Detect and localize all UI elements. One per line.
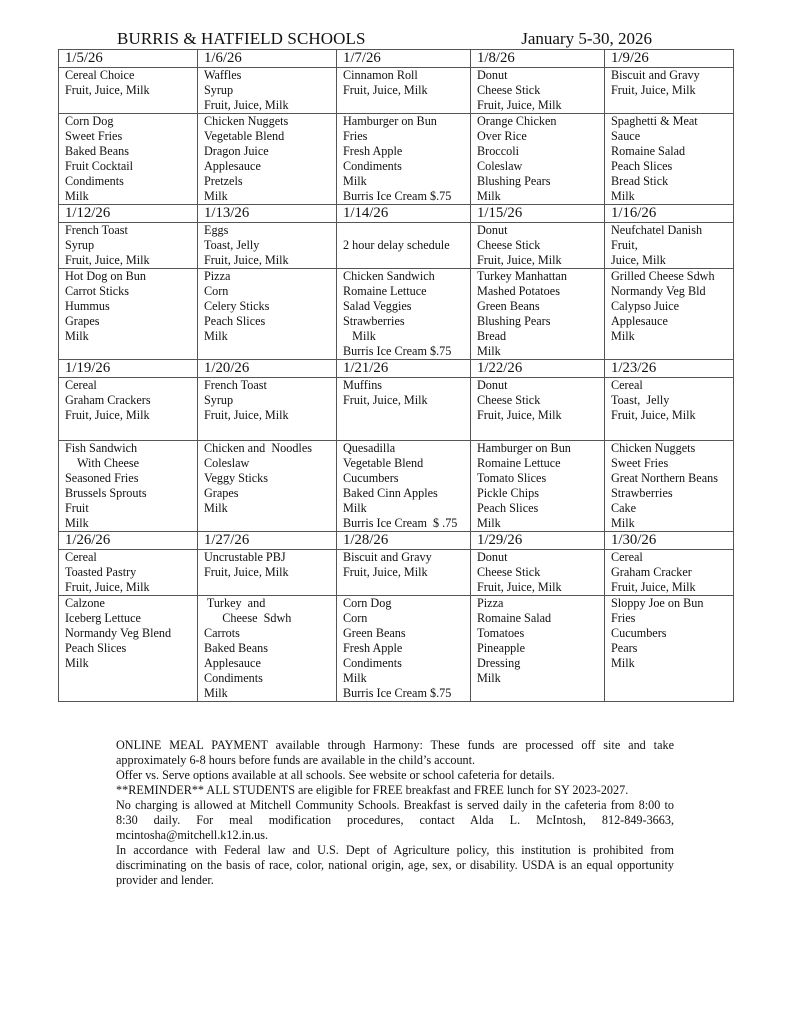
breakfast-cell: Muffins Fruit, Juice, Milk bbox=[337, 378, 471, 441]
lunch-cell: Turkey Manhattan Mashed Potatoes Green Beans Blushing Pears Bread Milk bbox=[471, 269, 605, 360]
reminder-note: **REMINDER** ALL STUDENTS are eligible for FREE breakfast and FREE lunch for SY 2023-2027. bbox=[116, 783, 629, 797]
date-row bbox=[59, 50, 734, 68]
notes-section bbox=[116, 738, 674, 888]
lunch-cell: Sloppy Joe on Bun Fries Cucumbers Pears Milk bbox=[605, 596, 734, 702]
breakfast-row bbox=[59, 550, 734, 596]
lunch-cell: Fish Sandwich With Cheese Seasoned Fries Brussels Sprouts Fruit Milk bbox=[59, 441, 198, 532]
page-header bbox=[117, 29, 652, 49]
lunch-row bbox=[59, 269, 734, 360]
breakfast-cell: Donut Cheese Stick Fruit, Juice, Milk bbox=[471, 550, 605, 596]
usda-note: In accordance with Federal law and U.S. Dept of Agriculture policy, this institution is prohibited from discriminating on the basis of race, color, national origin, age, sex, or disability. USDA is an equal opportunity provider and lender. bbox=[116, 843, 674, 887]
date-row bbox=[59, 360, 734, 378]
breakfast-cell: Neufchatel Danish Fruit, Juice, Milk bbox=[605, 223, 734, 269]
breakfast-cell: Cereal Graham Cracker Fruit, Juice, Milk bbox=[605, 550, 734, 596]
day-date: 1/12/26 bbox=[59, 205, 198, 223]
lunch-cell: Chicken and Noodles Coleslaw Veggy Sticks Grapes Milk bbox=[198, 441, 337, 532]
day-date: 1/21/26 bbox=[337, 360, 471, 378]
breakfast-row bbox=[59, 68, 734, 114]
schools-title: BURRIS & HATFIELD SCHOOLS bbox=[117, 29, 366, 48]
lunch-cell: Spaghetti & Meat Sauce Romaine Salad Peach Slices Bread Stick Milk bbox=[605, 114, 734, 205]
breakfast-cell: Donut Cheese Stick Fruit, Juice, Milk bbox=[471, 68, 605, 114]
breakfast-cell: Cinnamon Roll Fruit, Juice, Milk bbox=[337, 68, 471, 114]
day-date: 1/26/26 bbox=[59, 532, 198, 550]
lunch-cell: Hamburger on Bun Romaine Lettuce Tomato Slices Pickle Chips Peach Slices Milk bbox=[471, 441, 605, 532]
breakfast-cell: 2 hour delay schedule bbox=[337, 223, 471, 269]
lunch-cell: Chicken Sandwich Romaine Lettuce Salad Veggies Strawberries Milk Burris Ice Cream $.75 bbox=[337, 269, 471, 360]
date-row bbox=[59, 532, 734, 550]
breakfast-row bbox=[59, 223, 734, 269]
breakfast-cell: Biscuit and Gravy Fruit, Juice, Milk bbox=[337, 550, 471, 596]
day-date: 1/8/26 bbox=[471, 50, 605, 68]
day-date: 1/28/26 bbox=[337, 532, 471, 550]
breakfast-cell: Cereal Graham Crackers Fruit, Juice, Milk bbox=[59, 378, 198, 441]
breakfast-cell: French Toast Syrup Fruit, Juice, Milk bbox=[59, 223, 198, 269]
lunch-cell: Pizza Romaine Salad Tomatoes Pineapple Dressing Milk bbox=[471, 596, 605, 702]
day-date: 1/27/26 bbox=[198, 532, 337, 550]
lunch-cell: Turkey and Cheese Sdwh Carrots Baked Beans Applesauce Condiments Milk bbox=[198, 596, 337, 702]
lunch-cell: Grilled Cheese Sdwh Normandy Veg Bld Calypso Juice Applesauce Milk bbox=[605, 269, 734, 360]
lunch-cell: Chicken Nuggets Vegetable Blend Dragon Juice Applesauce Pretzels Milk bbox=[198, 114, 337, 205]
lunch-cell: Hot Dog on Bun Carrot Sticks Hummus Grapes Milk bbox=[59, 269, 198, 360]
day-date: 1/19/26 bbox=[59, 360, 198, 378]
lunch-cell: Corn Dog Corn Green Beans Fresh Apple Condiments Milk Burris Ice Cream $.75 bbox=[337, 596, 471, 702]
breakfast-cell: Cereal Choice Fruit, Juice, Milk bbox=[59, 68, 198, 114]
day-date: 1/9/26 bbox=[605, 50, 734, 68]
lunch-cell: Pizza Corn Celery Sticks Peach Slices Milk bbox=[198, 269, 337, 360]
date-range: January 5-30, 2026 bbox=[521, 29, 652, 48]
day-date: 1/20/26 bbox=[198, 360, 337, 378]
breakfast-cell: Cereal Toast, Jelly Fruit, Juice, Milk bbox=[605, 378, 734, 441]
breakfast-cell: Donut Cheese Stick Fruit, Juice, Milk bbox=[471, 223, 605, 269]
lunch-row bbox=[59, 441, 734, 532]
date-row bbox=[59, 205, 734, 223]
lunch-cell: Chicken Nuggets Sweet Fries Great Northern Beans Strawberries Cake Milk bbox=[605, 441, 734, 532]
day-date: 1/15/26 bbox=[471, 205, 605, 223]
breakfast-cell: Uncrustable PBJ Fruit, Juice, Milk bbox=[198, 550, 337, 596]
day-date: 1/14/26 bbox=[337, 205, 471, 223]
day-date: 1/22/26 bbox=[471, 360, 605, 378]
menu-calendar bbox=[58, 49, 734, 702]
lunch-cell: Hamburger on Bun Fries Fresh Apple Condiments Milk Burris Ice Cream $.75 bbox=[337, 114, 471, 205]
breakfast-cell: Biscuit and Gravy Fruit, Juice, Milk bbox=[605, 68, 734, 114]
lunch-cell: Quesadilla Vegetable Blend Cucumbers Baked Cinn Apples Milk Burris Ice Cream $ .75 bbox=[337, 441, 471, 532]
day-date: 1/23/26 bbox=[605, 360, 734, 378]
breakfast-cell: Cereal Toasted Pastry Fruit, Juice, Milk bbox=[59, 550, 198, 596]
lunch-cell: Calzone Iceberg Lettuce Normandy Veg Blend Peach Slices Milk bbox=[59, 596, 198, 702]
day-date: 1/5/26 bbox=[59, 50, 198, 68]
charging-note: No charging is allowed at Mitchell Community Schools. Breakfast is served daily in the cafeteria from 8:00 to 8:30 daily. For meal modification procedures, contact Alda L. McIntosh, 812-849-3663, mcintosha@mitchell.k12.in.us. bbox=[116, 798, 674, 842]
breakfast-cell: Eggs Toast, Jelly Fruit, Juice, Milk bbox=[198, 223, 337, 269]
offer-note: Offer vs. Serve options available at all schools. See website or school cafeteria for details. bbox=[116, 768, 555, 782]
lunch-cell: Corn Dog Sweet Fries Baked Beans Fruit Cocktail Condiments Milk bbox=[59, 114, 198, 205]
payment-note: ONLINE MEAL PAYMENT available through Harmony: These funds are processed off site and take approximately 6-8 hours before funds are available in the child’s account. bbox=[116, 738, 674, 767]
day-date: 1/6/26 bbox=[198, 50, 337, 68]
day-date: 1/13/26 bbox=[198, 205, 337, 223]
day-date: 1/29/26 bbox=[471, 532, 605, 550]
lunch-row bbox=[59, 114, 734, 205]
breakfast-cell: Waffles Syrup Fruit, Juice, Milk bbox=[198, 68, 337, 114]
lunch-cell: Orange Chicken Over Rice Broccoli Coleslaw Blushing Pears Milk bbox=[471, 114, 605, 205]
breakfast-cell: Donut Cheese Stick Fruit, Juice, Milk bbox=[471, 378, 605, 441]
day-date: 1/30/26 bbox=[605, 532, 734, 550]
breakfast-row bbox=[59, 378, 734, 441]
breakfast-cell: French Toast Syrup Fruit, Juice, Milk bbox=[198, 378, 337, 441]
day-date: 1/7/26 bbox=[337, 50, 471, 68]
day-date: 1/16/26 bbox=[605, 205, 734, 223]
lunch-row bbox=[59, 596, 734, 702]
